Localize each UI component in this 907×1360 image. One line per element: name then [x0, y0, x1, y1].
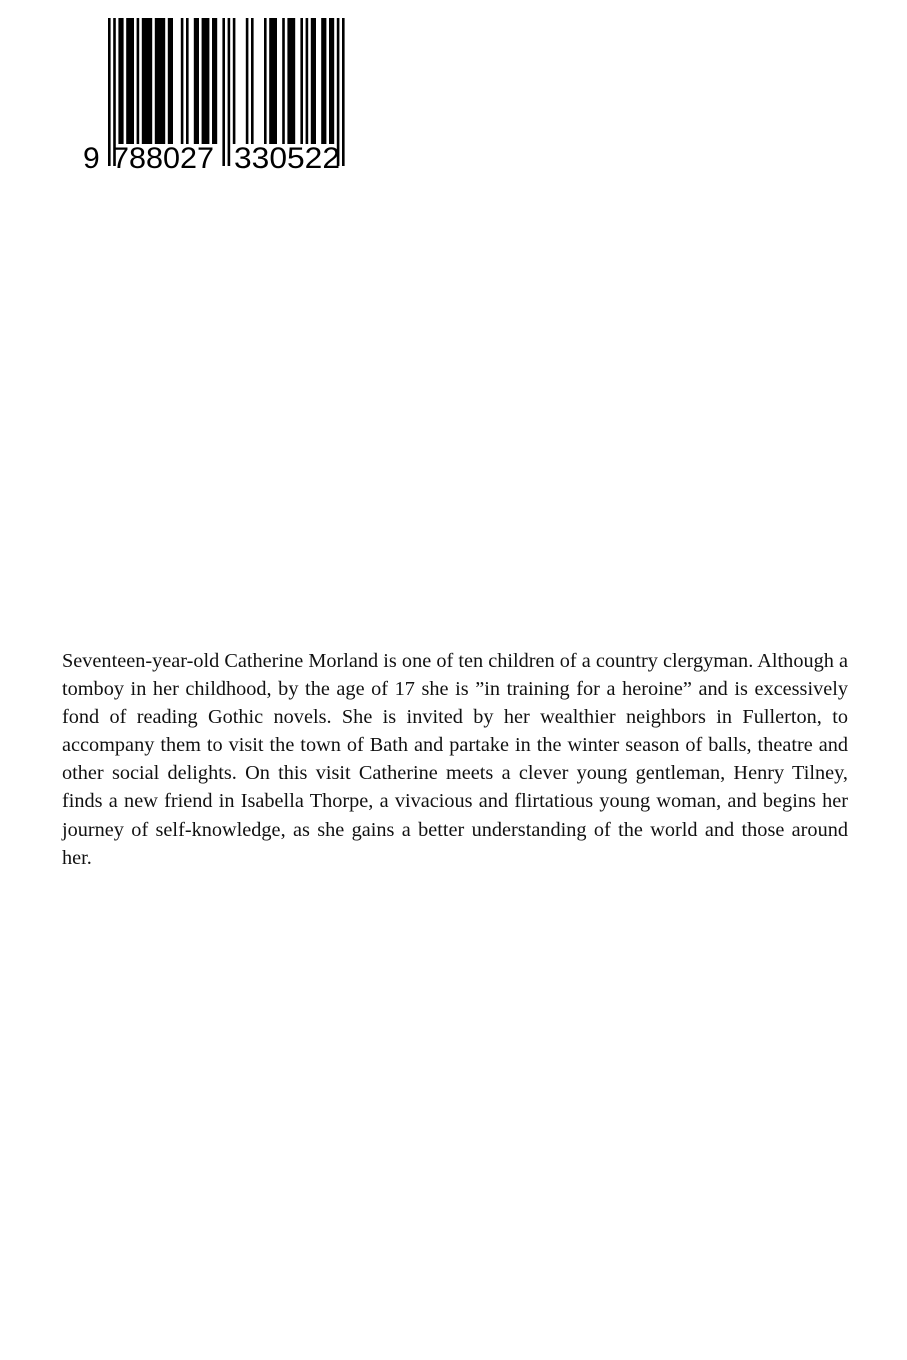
- barcode-bar: [137, 18, 140, 144]
- barcode-bar: [222, 18, 225, 166]
- barcode-bar: [233, 18, 236, 144]
- barcode-bar: [269, 18, 277, 144]
- barcode-bar: [202, 18, 210, 144]
- isbn-barcode: [82, 18, 352, 174]
- barcode-bar: [300, 18, 303, 144]
- barcode-bar: [212, 18, 217, 144]
- barcode-bar: [321, 18, 326, 144]
- barcode-bar: [264, 18, 267, 144]
- barcode-bar: [329, 18, 334, 144]
- barcode-bar: [108, 18, 111, 166]
- barcode-graphic: [82, 18, 352, 174]
- barcode-bar: [287, 18, 295, 144]
- barcode-bar: [228, 18, 231, 166]
- barcode-lead-digit: 9: [83, 142, 100, 174]
- barcode-bar: [155, 18, 165, 144]
- barcode-bar: [186, 18, 189, 144]
- barcode-right-digits: 330522: [234, 142, 340, 174]
- barcode-bar: [251, 18, 254, 144]
- barcode-bar: [118, 18, 123, 144]
- barcode-bar: [181, 18, 184, 144]
- barcode-bar: [194, 18, 199, 144]
- barcode-bar: [282, 18, 285, 144]
- barcode-bar: [311, 18, 316, 144]
- barcode-bar: [342, 18, 345, 166]
- barcode-bar: [126, 18, 134, 144]
- barcode-bar: [142, 18, 152, 144]
- book-description: Seventeen-year-old Catherine Morland is one of ten children of a country clergyman. Although a tomboy in her childhood, by the age of 17 she is ”in training for a heroine” and is excessively fond of reading Gothic novels. She is invited by her wealthier neighbors in Fullerton, to accompany them to visit the town of Bath and partake in the winter season of balls, theatre and other social delights. On this visit Catherine meets a clever young gentleman, Henry Tilney, finds a new friend in Isabella Thorpe, a vivacious and flirtatious young woman, and begins her journey of self-knowledge, as she gains a better understanding of the world and those around her.: [62, 650, 848, 869]
- barcode-bar: [246, 18, 249, 144]
- barcode-bar: [168, 18, 173, 144]
- barcode-bar: [306, 18, 309, 144]
- barcode-left-digits: 788027: [112, 142, 214, 174]
